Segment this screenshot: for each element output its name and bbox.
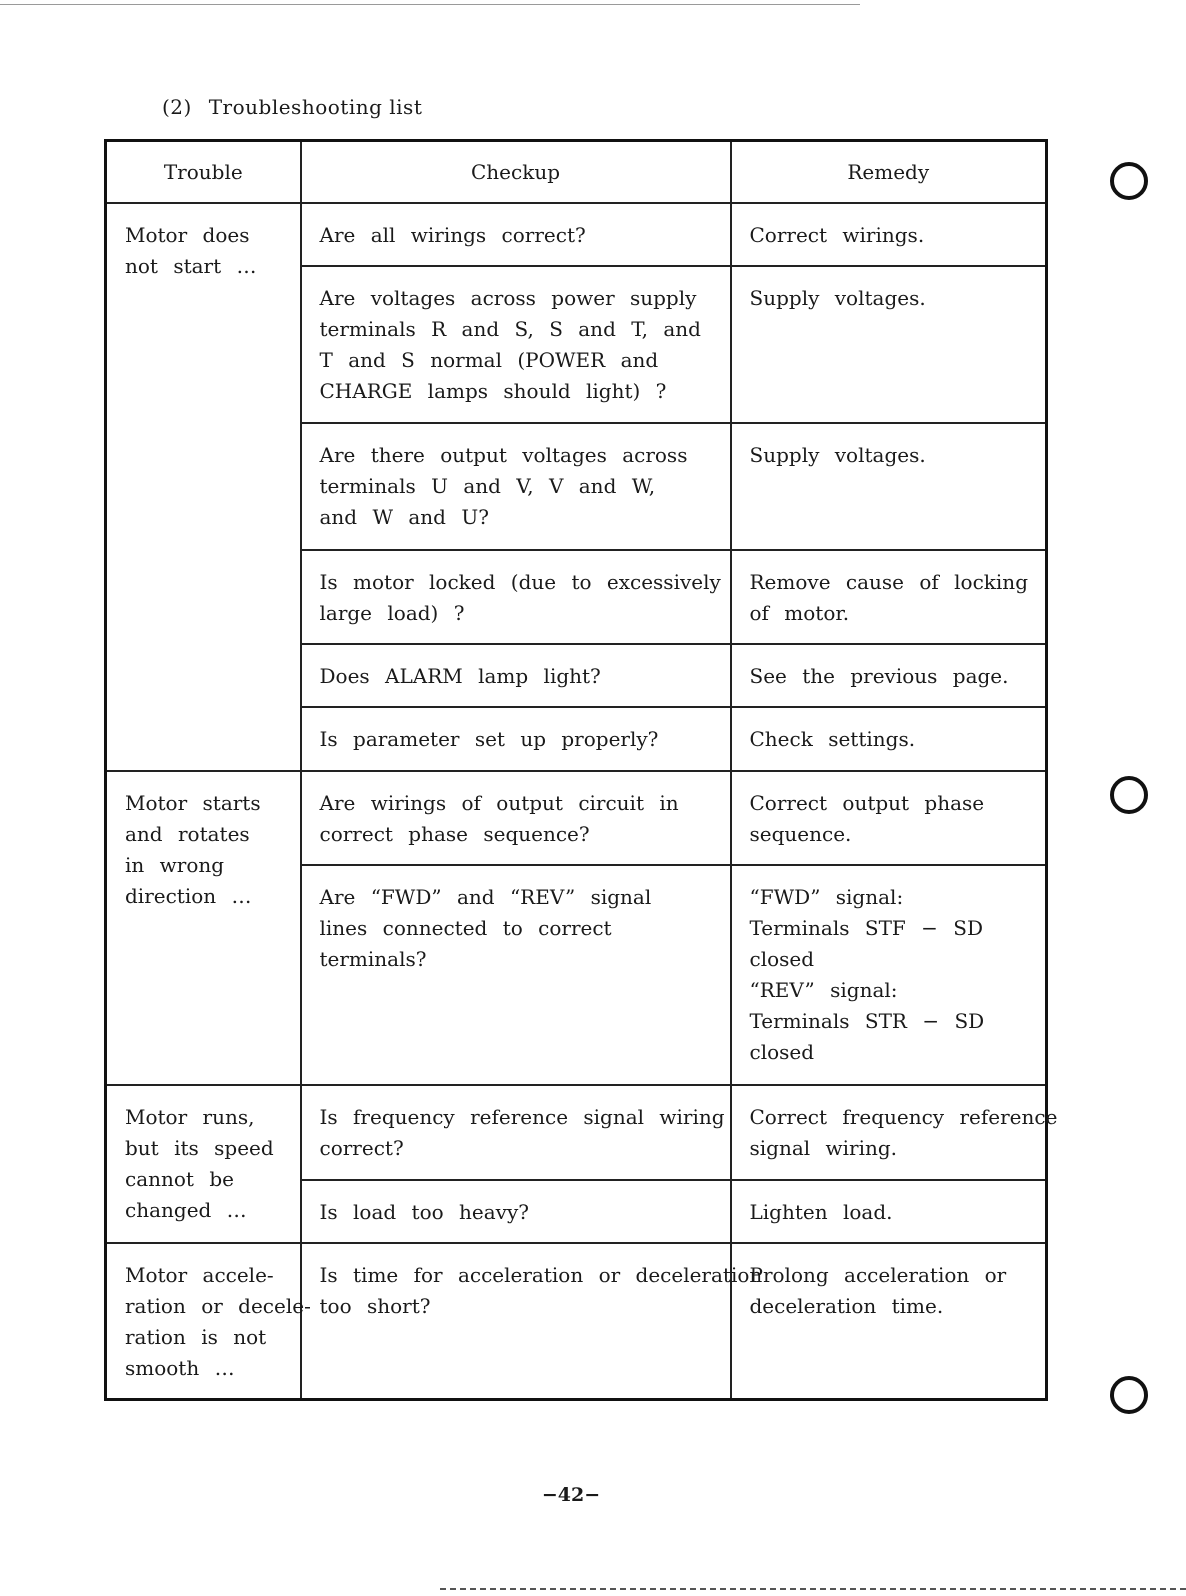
table-row	[106, 1085, 1047, 1180]
trouble-cell: Motor starts and rotates in wrong direction …	[106, 771, 301, 1085]
punch-hole-middle	[1110, 776, 1148, 814]
table-row	[106, 203, 1047, 266]
remedy-cell: Correct wirings.	[731, 203, 1047, 266]
troubleshooting-table	[104, 139, 1058, 1401]
table-row	[106, 1243, 1047, 1399]
remedy-cell: Correct output phase sequence.	[731, 771, 1047, 865]
bottom-rule	[440, 1588, 1186, 1590]
checkup-cell: Are voltages across power supply terminals R and S, S and T, and T and S normal (POWER and CHARGE lamps should light) ?	[301, 266, 731, 423]
top-rule	[0, 4, 860, 5]
page-number: −42−	[541, 1484, 601, 1506]
table-row	[106, 771, 1047, 865]
header-checkup: Checkup	[301, 141, 731, 204]
trouble-cell: Motor runs, but its speed cannot be changed …	[106, 1085, 301, 1243]
checkup-cell: Is frequency reference signal wiring correct?	[301, 1085, 731, 1180]
remedy-cell: Supply voltages.	[731, 266, 1047, 423]
checkup-cell: Are wirings of output circuit in correct phase sequence?	[301, 771, 731, 865]
header-remedy: Remedy	[731, 141, 1047, 204]
remedy-cell: Prolong acceleration or deceleration time.	[731, 1243, 1047, 1399]
checkup-cell: Is time for acceleration or deceleration too short?	[301, 1243, 731, 1399]
checkup-cell: Is motor locked (due to excessively large load) ?	[301, 550, 731, 644]
remedy-cell: Supply voltages.	[731, 423, 1047, 550]
table-header-row	[106, 141, 1047, 204]
trouble-cell: Motor accele- ration or decele- ration is not smooth …	[106, 1243, 301, 1399]
checkup-cell: Is load too heavy?	[301, 1180, 731, 1243]
section-number: (2)	[162, 95, 192, 119]
checkup-cell: Is parameter set up properly?	[301, 707, 731, 771]
punch-hole-top	[1110, 162, 1148, 200]
section-title: Troubleshooting list	[208, 95, 423, 119]
remedy-cell: Correct frequency reference signal wiring.	[731, 1085, 1047, 1180]
checkup-cell: Are all wirings correct?	[301, 203, 731, 266]
punch-hole-bottom	[1110, 1376, 1148, 1414]
remedy-cell: Lighten load.	[731, 1180, 1047, 1243]
section-heading	[162, 95, 422, 119]
checkup-cell: Does ALARM lamp light?	[301, 644, 731, 707]
checkup-cell: Are there output voltages across terminals U and V, V and W, and W and U?	[301, 423, 731, 550]
remedy-cell: Check settings.	[731, 707, 1047, 771]
remedy-cell: “FWD” signal: Terminals STF − SD closed “REV” signal: Terminals STR − SD closed	[731, 865, 1047, 1085]
header-trouble: Trouble	[106, 141, 301, 204]
remedy-cell: See the previous page.	[731, 644, 1047, 707]
remedy-cell: Remove cause of locking of motor.	[731, 550, 1047, 644]
trouble-cell: Motor does not start …	[106, 203, 301, 771]
checkup-cell: Are “FWD” and “REV” signal lines connected to correct terminals?	[301, 865, 731, 1085]
